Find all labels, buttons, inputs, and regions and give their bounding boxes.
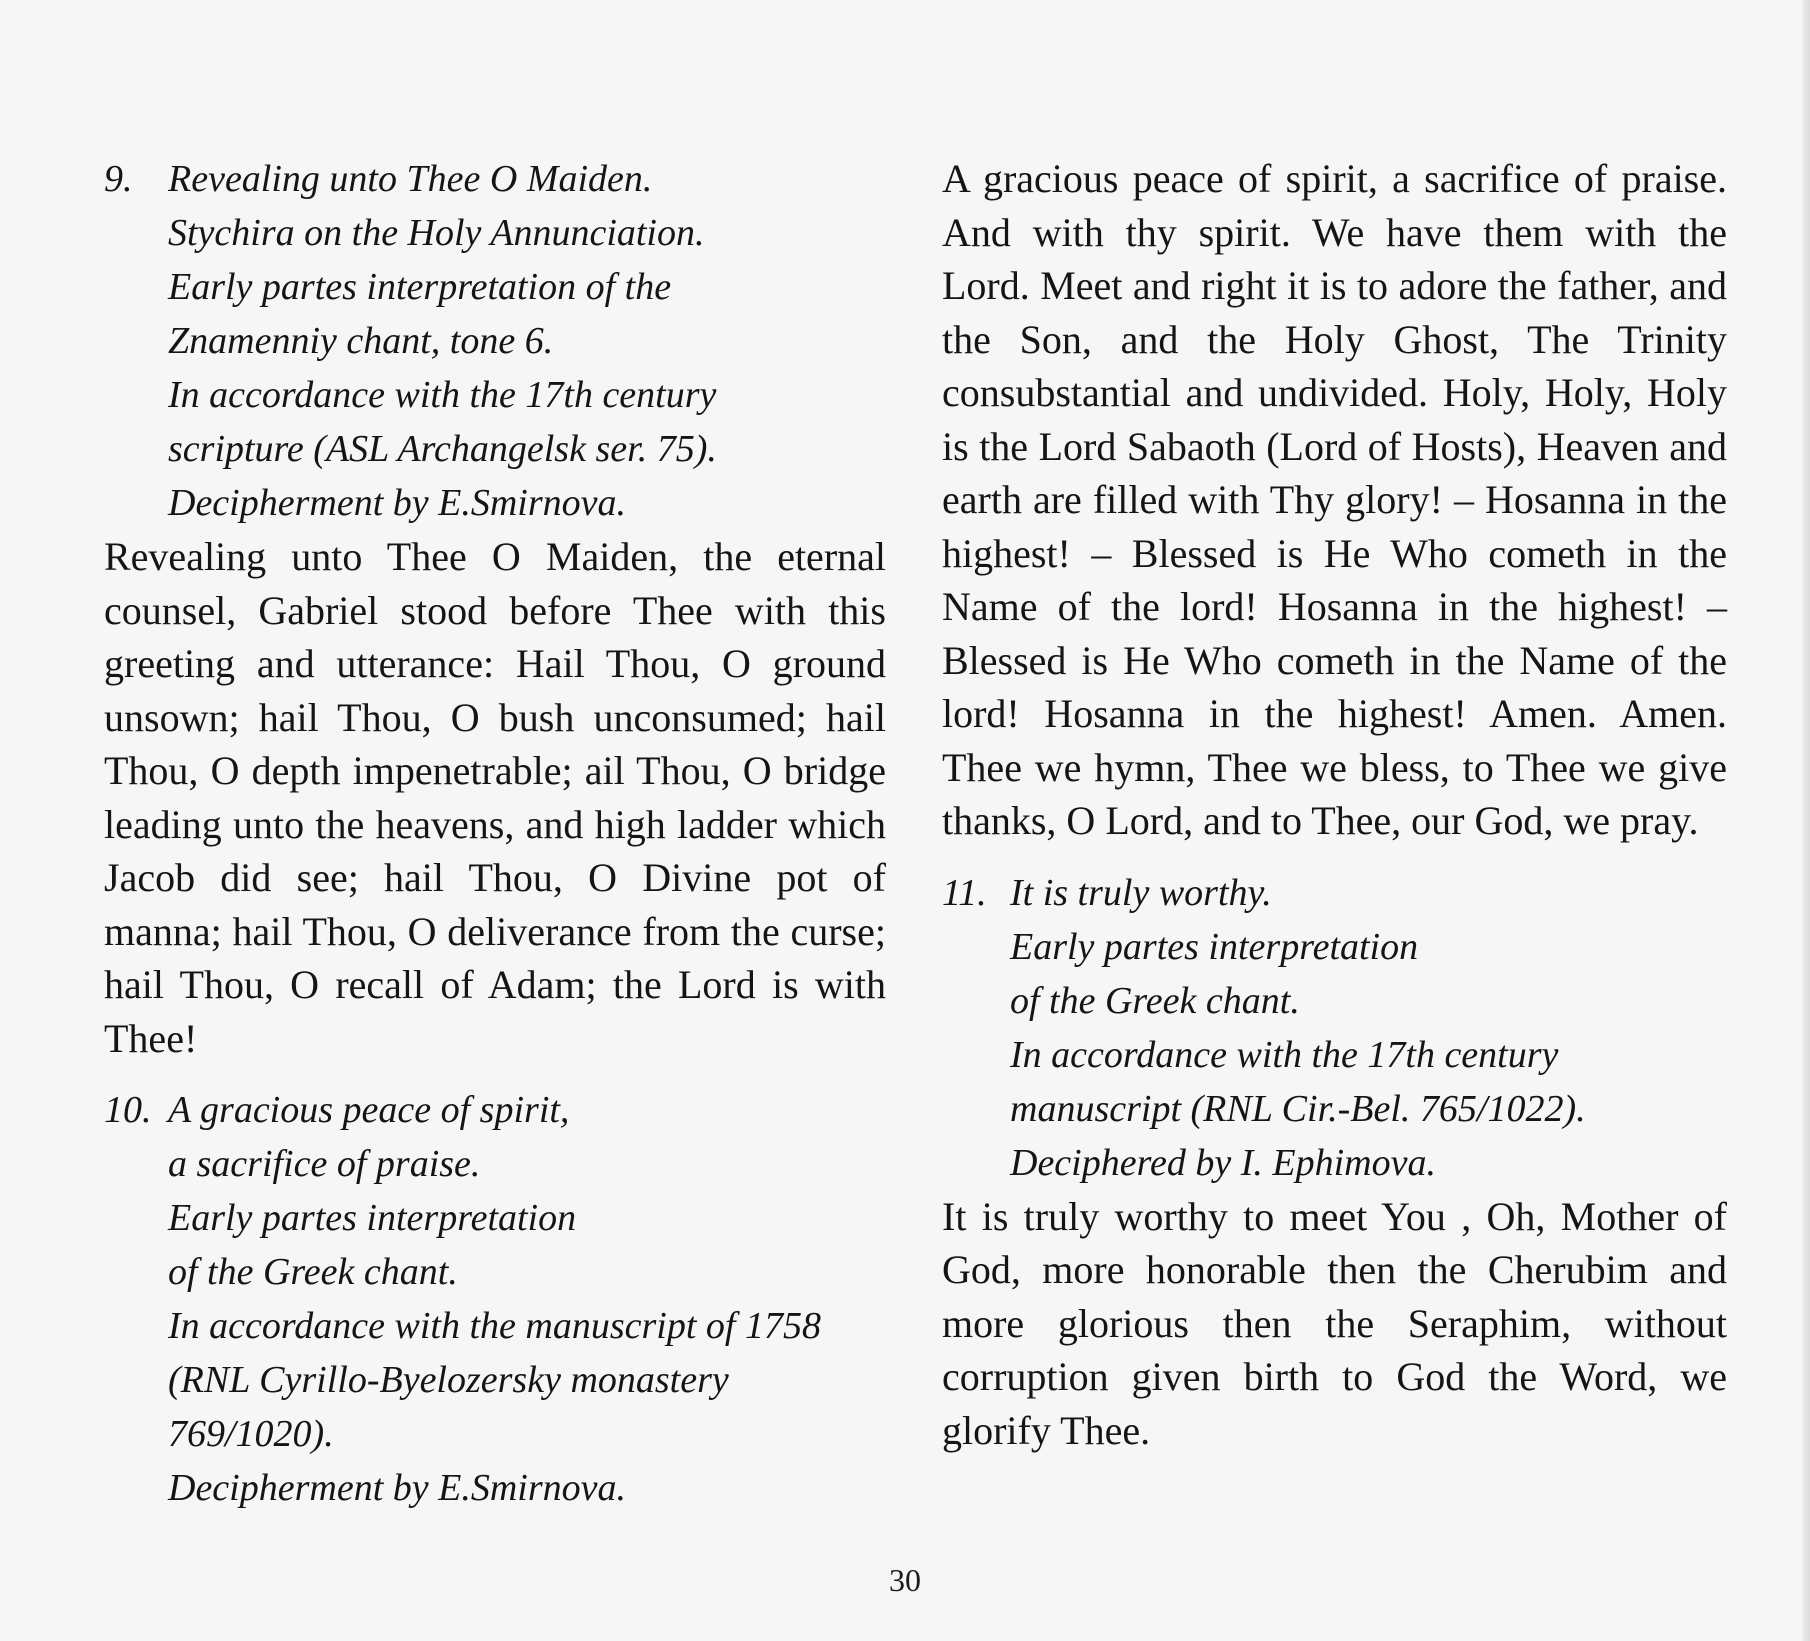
heading-line: manuscript (RNL Cir.-Bel. 765/1022). (1010, 1087, 1586, 1130)
heading-line: In accordance with the manuscript of 1758 (168, 1305, 821, 1347)
page-number: 30 (889, 1562, 921, 1598)
entry-number: 11. (942, 871, 987, 914)
heading-line: A gracious peace of spirit, (168, 1089, 570, 1131)
heading-line: Revealing unto Thee O Maiden. (168, 158, 653, 200)
entry-10-heading (104, 1083, 886, 1515)
left-column (104, 152, 886, 1515)
heading-line: of the Greek chant. (168, 1251, 458, 1293)
heading-line: Early partes interpretation (1010, 925, 1419, 968)
right-column (942, 152, 1727, 1457)
entry-number: 10. (104, 1089, 152, 1131)
entry-11-heading (942, 866, 1727, 1190)
entry-9-heading (104, 152, 886, 530)
entry-11-text: It is truly worthy to meet You , Oh, Mother of God, more honorable then the Cherubim and more glorious then the Seraphim, without corruption given birth to God the Word, we glorify Thee. (942, 1193, 1727, 1453)
heading-line: (RNL Cyrillo-Byelozersky monastery (168, 1359, 729, 1401)
heading-line: of the Greek chant. (1010, 979, 1300, 1022)
entry-number: 9. (104, 158, 133, 200)
heading-line: Early partes interpretation (168, 1197, 577, 1239)
heading-line: Decipherment by E.Smirnova. (168, 1467, 626, 1509)
heading-line: Deciphered by I. Ephimova. (1010, 1141, 1436, 1184)
heading-line: In accordance with the 17th century (1010, 1033, 1559, 1076)
heading-line: Decipherment by E.Smirnova. (168, 482, 626, 524)
heading-line: Early partes interpretation of the (168, 266, 672, 308)
heading-line: scripture (ASL Archangelsk ser. 75). (168, 428, 717, 470)
heading-line: Znamenniy chant, tone 6. (168, 320, 554, 362)
entry-10-text: A gracious peace of spirit, a sacrifice of praise. And with thy spirit. We have them with the Lord. Meet and right it is to adore the father, and the Son, and the Holy Ghost, The Trinity consubstantial and undivided. Holy, Holy, Holy is the Lord Sabaoth (Lord of Hosts), Heaven and earth are filled with Thy glory! – Hosanna in the highest! – Blessed is He Who cometh in the Name of the lord! Hosanna in the highest! – Blessed is He Who cometh in the Name of the lord! Hosanna in the highest! Amen. Amen. Thee we hymn, Thee we bless, to Thee we give thanks, O Lord, and to Thee, our God, we pray. (942, 156, 1727, 843)
heading-line: 769/1020). (168, 1413, 334, 1455)
heading-line: Stychira on the Holy Annunciation. (168, 212, 705, 254)
entry-9-text: Revealing unto Thee O Maiden, the eternal counsel, Gabriel stood before Thee with this greeting and utterance: Hail Thou, O ground unsown; hail Thou, O bush unconsumed; hail Thou, O depth impenetrable; ail Thou, O bridge leading unto the heavens, and high ladder which Jacob did see; hail Thou, O Divine pot of manna; hail Thou, O deliverance from the curse; hail Thou, O recall of Adam; the Lord is with Thee! (104, 534, 886, 1061)
heading-line: It is truly worthy. (1010, 871, 1272, 914)
heading-line: a sacrifice of praise. (168, 1143, 481, 1185)
page-edge (1802, 0, 1810, 1641)
heading-line: In accordance with the 17th century (168, 374, 717, 416)
